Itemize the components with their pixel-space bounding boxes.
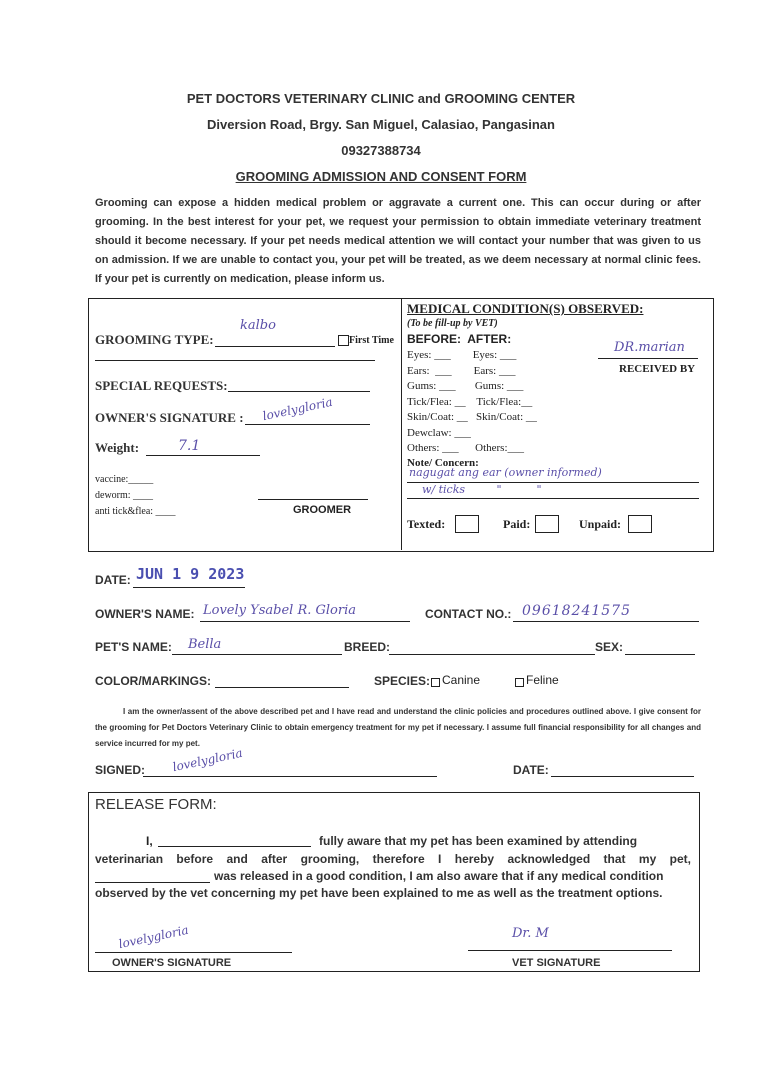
note-line-2: w/ ticks " " <box>422 483 542 496</box>
feline-checkbox[interactable] <box>515 678 524 687</box>
release-vet-sig-label: VET SIGNATURE <box>512 957 601 969</box>
pet-name-line <box>172 654 342 655</box>
release-i: I, <box>146 834 153 848</box>
weight-label: Weight: <box>95 440 140 455</box>
box-divider <box>401 298 402 550</box>
owner-signature-line <box>245 424 370 425</box>
grooming-type-line <box>215 346 335 347</box>
signed-label: SIGNED: <box>95 763 146 777</box>
signed-signature: lovelygloria <box>171 745 244 775</box>
mc-gums-row: Gums: ___ Gums: ___ <box>407 380 524 392</box>
release-pet-line[interactable] <box>95 882 210 883</box>
color-line[interactable] <box>215 687 349 688</box>
release-owner-signature: lovelygloria <box>117 922 190 952</box>
texted-checkbox[interactable] <box>455 515 479 533</box>
mc-tickflea-row: Tick/Flea: __ Tick/Flea:__ <box>407 396 533 408</box>
note-line-1: nagugat ang ear (owner informed) <box>409 466 602 479</box>
received-by-label: RECEIVED BY <box>619 363 696 375</box>
received-by-line <box>598 358 698 359</box>
release-name-line[interactable] <box>158 846 311 847</box>
release-text-1: fully aware that my pet has been examined by attending <box>319 834 638 848</box>
species-label: SPECIES: <box>374 674 431 688</box>
antitick-label: anti tick&flea: ____ <box>95 506 176 517</box>
grooming-extra-line <box>95 360 375 361</box>
unpaid-label: Unpaid: <box>579 517 622 531</box>
pet-name-label: PET'S NAME: <box>95 640 172 654</box>
canine-checkbox[interactable] <box>431 678 440 687</box>
groomer-line <box>258 499 368 500</box>
clinic-address: Diversion Road, Brgy. San Miguel, Calasiao, Pangasinan <box>207 117 555 132</box>
clinic-name: PET DOCTORS VETERINARY CLINIC and GROOMING CENTER <box>186 91 576 106</box>
medical-title: MEDICAL CONDITION(S) OBSERVED: <box>407 301 644 316</box>
release-owner-sig-label: OWNER'S SIGNATURE <box>112 957 232 969</box>
first-time-label: First Time <box>349 335 394 346</box>
canine-label: Canine <box>442 673 481 687</box>
contact-label: CONTACT NO.: <box>425 607 512 621</box>
owner-name-line <box>200 621 410 622</box>
breed-label: BREED: <box>344 640 391 654</box>
signed-date-label: DATE: <box>513 763 549 777</box>
signed-line <box>143 776 437 777</box>
sex-label: SEX: <box>595 640 624 654</box>
owner-signature: lovelygloria <box>261 394 334 424</box>
paid-checkbox[interactable] <box>535 515 559 533</box>
mc-others-row: Others: ___ Others:___ <box>407 442 525 454</box>
breed-line[interactable] <box>389 654 595 655</box>
intro-paragraph: Grooming can expose a hidden medical problem or aggravate a current one. This can occur during or after grooming. In the best interest for your pet, we request your permission to obtain immediate veterinary treatment should it become necessary. If your pet needs medical attention we will contact your number that was given to us on admission. If we are unable to contact you, your pet will be treated, as we deem necessary at normal clinic fees. If your pet is currently on medication, please inform us. <box>95 197 701 285</box>
mc-skincoat-row: Skin/Coat: __ Skin/Coat: __ <box>407 411 537 423</box>
special-requests-line[interactable] <box>228 391 370 392</box>
date-label: DATE: <box>95 573 131 587</box>
color-label: COLOR/MARKINGS: <box>95 674 211 688</box>
first-time-checkbox[interactable] <box>338 335 349 346</box>
note-label: Note/ Concern: <box>407 457 479 469</box>
contact-value[interactable]: 09618241575 <box>522 603 631 619</box>
weight-value[interactable]: 7.1 <box>178 438 201 454</box>
unpaid-checkbox[interactable] <box>628 515 652 533</box>
form-title: GROOMING ADMISSION AND CONSENT FORM <box>235 169 527 184</box>
groomer-label: GROOMER <box>293 504 352 516</box>
release-text-4: observed by the vet concerning my pet have been explained to me as well as the treatment options. <box>95 886 663 900</box>
clinic-phone: 09327388734 <box>341 143 421 158</box>
vet-signature: Dr. M <box>512 926 549 941</box>
grooming-type-value[interactable]: kalbo <box>240 318 276 333</box>
release-vet-sig-line <box>468 950 672 951</box>
signed-date-line[interactable] <box>551 776 694 777</box>
owner-name-label: OWNER'S NAME: <box>95 607 195 621</box>
doctor-name: DR.marian <box>614 340 685 355</box>
sex-line[interactable] <box>625 654 695 655</box>
special-requests-label: SPECIAL REQUESTS: <box>95 378 228 393</box>
mc-eyes-row: Eyes: ___ Eyes: ___ <box>407 349 517 361</box>
deworm-label: deworm: ____ <box>95 490 154 501</box>
consent-paragraph: I am the owner/assent of the above described pet and I have read and understand the clinic policies and procedures outlined above. I give consent for the grooming for Pet Doctors Veterinary Clinic to obtain emergency treatment for my pet if necessary. I assume full financial responsibility for all changes and service incurred for my pet. <box>95 707 701 748</box>
release-owner-sig-line <box>95 952 292 953</box>
note-line-2-rule <box>407 498 699 499</box>
contact-line <box>513 621 699 622</box>
release-text-3: was released in a good condition, I am also aware that if any medical condition <box>214 869 664 883</box>
pet-name-value[interactable]: Bella <box>188 637 222 652</box>
weight-line <box>146 455 260 456</box>
medical-subtitle: (To be fill-up by VET) <box>407 318 498 329</box>
release-text-2: veterinarian before and after grooming, therefore I hereby acknowledged that my pet, <box>95 852 691 866</box>
mc-dewclaw-row: Dewclaw: ___ <box>407 427 471 439</box>
date-line <box>133 587 245 588</box>
owner-signature-label: OWNER'S SIGNATURE : <box>95 410 244 425</box>
mc-ears-row: Ears: ___ Ears: ___ <box>407 365 516 377</box>
feline-label: Feline <box>526 673 559 687</box>
before-after-header: BEFORE: AFTER: <box>407 332 512 346</box>
owner-name-value[interactable]: Lovely Ysabel R. Gloria <box>203 603 356 618</box>
texted-label: Texted: <box>407 517 446 531</box>
paid-label: Paid: <box>503 517 531 531</box>
vaccine-label: vaccine:_____ <box>95 474 154 485</box>
date-stamp[interactable]: JUN 1 9 2023 <box>136 565 245 583</box>
release-title: RELEASE FORM: <box>95 796 217 813</box>
grooming-type-label: GROOMING TYPE: <box>95 332 214 347</box>
